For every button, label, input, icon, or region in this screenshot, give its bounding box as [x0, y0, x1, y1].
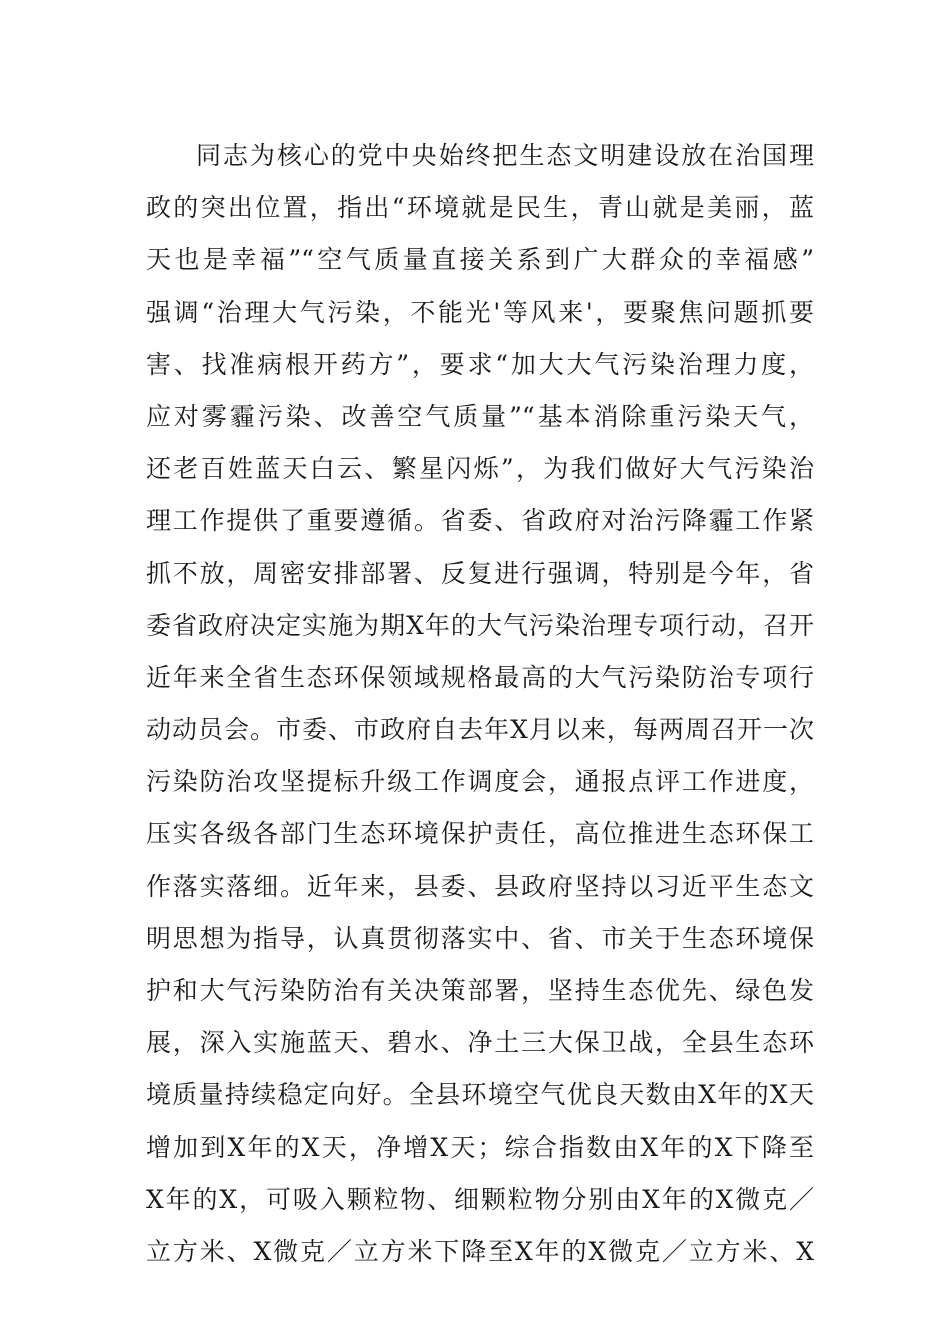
text-line-2: 政的突出位置，指出“环境就是民生，青山就是美丽，蓝	[146, 193, 814, 223]
text-line-5: 害、找准病根开药方”，要求“加大大气污染治理力度，	[146, 349, 814, 379]
text-line-10: 委省政府决定实施为期X年的大气污染治理专项行动，召开	[146, 610, 814, 640]
text-line-14: 压实各级各部门生态环境保护责任，高位推进生态环保工	[146, 819, 814, 849]
text-line-8: 理工作提供了重要遵循。省委、省政府对治污降霾工作紧	[146, 506, 814, 536]
text-line-12: 动动员会。市委、市政府自去年X月以来，每两周召开一次	[146, 715, 814, 745]
text-line-19: 境质量持续稳定向好。全县环境空气优良天数由X年的X天	[146, 1080, 814, 1110]
text-line-18: 展，深入实施蓝天、碧水、净土三大保卫战，全县生态环	[146, 1028, 814, 1058]
text-line-9: 抓不放，周密安排部署、反复进行强调，特别是今年，省	[146, 558, 814, 588]
text-line-1: 同志为核心的党中央始终把生态文明建设放在治国理	[196, 141, 814, 170]
text-line-17: 护和大气污染防治有关决策部署，坚持生态优先、绿色发	[146, 976, 814, 1005]
text-line-3: 天也是幸福”“空气质量直接关系到广大群众的幸福感”	[146, 245, 814, 275]
text-line-13: 污染防治攻坚提标升级工作调度会，通报点评工作进度，	[146, 767, 814, 797]
text-line-6: 应对雾霾污染、改善空气质量”“基本消除重污染天气，	[146, 401, 814, 431]
text-line-15: 作落实落细。近年来，县委、县政府坚持以习近平生态文	[146, 871, 814, 901]
text-line-7: 还老百姓蓝天白云、繁星闪烁”，为我们做好大气污染治	[146, 454, 814, 484]
text-line-21: X年的X，可吸入颗粒物、细颗粒物分别由X年的X微克／	[146, 1184, 814, 1214]
body-paragraph	[146, 130, 814, 1278]
text-line-20: 增加到X年的X天，净增X天；综合指数由X年的X下降至	[146, 1132, 814, 1162]
text-line-11: 近年来全省生态环保领域规格最高的大气污染防治专项行	[146, 662, 814, 692]
text-line-22: 立方米、X微克／立方米下降至X年的X微克／立方米、X	[146, 1236, 814, 1266]
text-line-4: 强调“治理大气污染，不能光'等风来'，要聚焦问题抓要	[146, 297, 814, 327]
text-line-16: 明思想为指导，认真贯彻落实中、省、市关于生态环境保	[146, 923, 814, 953]
